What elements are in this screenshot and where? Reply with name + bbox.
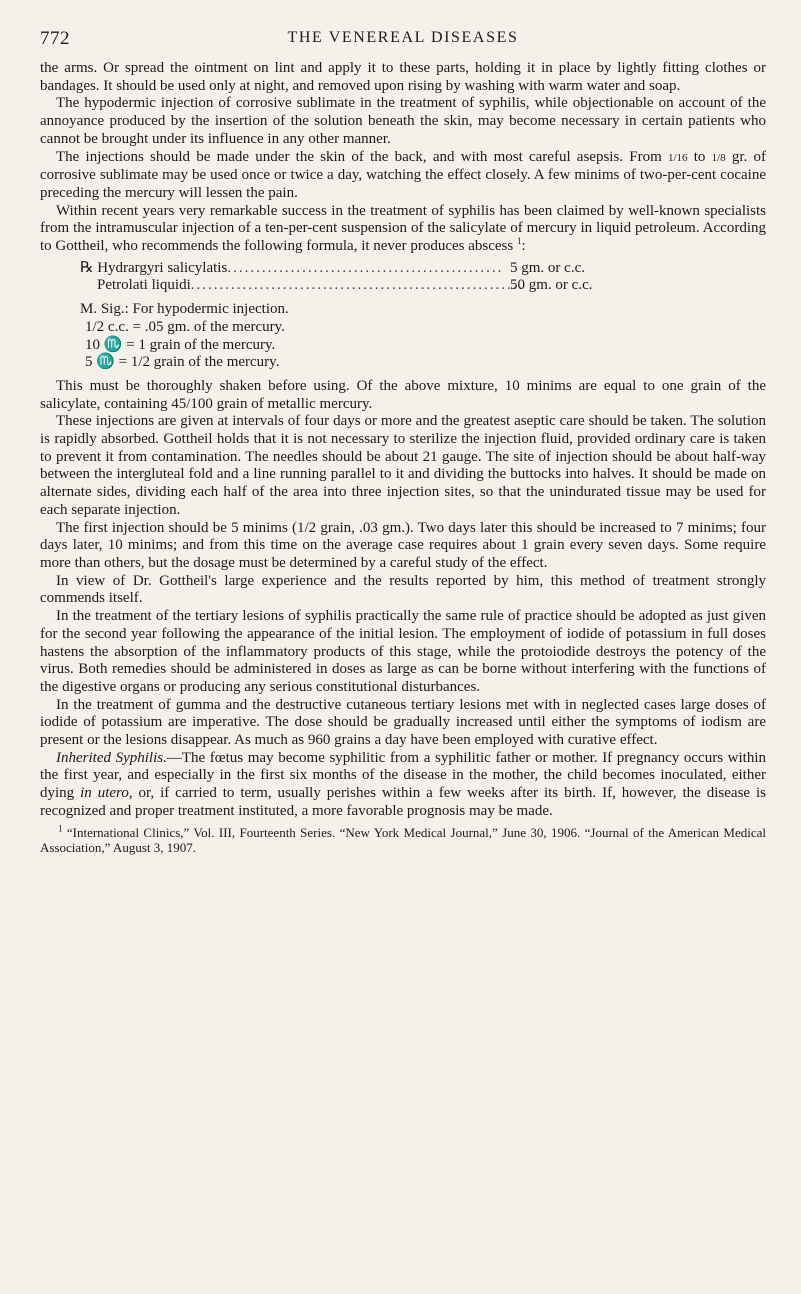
paragraph: The first injection should be 5 minims (1/2 grain, .03 gm.). Two days later this should be increased to 7 minims; four days later, 10 minims; and from this time on the average case requires about 1 grain every seven days. Some require more than others, but the dosage must be determined by a careful study of the effect. xyxy=(40,519,766,571)
footnote: $^1$ “International Clinics,” Vol. III, Fourteenth Series. “New York Medical Journal,” June 30, 1906. “Journal of the American Medical Association,” August 3, 1907. xyxy=(40,823,766,856)
page-number: 772 xyxy=(40,28,70,49)
paragraph: These injections are given at intervals of four days or more and the greatest aseptic care should be taken. The solution is rapidly absorbed. Gottheil holds that it is not necessary to sterilize the injection fluid, provided ordinary care is taken to prevent it from contamination. The needles should be about 21 gauge. The site of injection should be about half-way between the intergluteal fold and a line running parallel to it and dividing the buttocks into halves. It should be made on alternate sides, dividing each half of the area into three injection sites, so that the unindurated tissue may be used for each separate injection. xyxy=(40,413,766,518)
paragraph: The injections should be made under the skin of the back, and with most careful asepsis. From 1/16 to 1/8 gr. of corrosive sublimate may be used once or twice a day, watching the effect closely. A few minims of two-per-cent cocaine preceding the mercury will lessen the pain. xyxy=(40,148,766,201)
fraction: 1/16 xyxy=(667,151,688,164)
dose-line: 1/2 c.c. = .05 gm. of the mercury. xyxy=(85,318,285,335)
dose-line: 10 ♏ = 1 grain of the mercury. xyxy=(85,336,276,353)
paragraph: In the treatment of the tertiary lesions of syphilis practically the same rule of practice should be adopted as just given for the second year following the appearance of the initial lesion. The employment of iodide of potassium in full doses hastens the absorption of the inflammatory products of this stage, while the protoiodide destroys the potency of the virus. Both remedies should be administered in doses as large as can be borne without interfering with the functions of the digestive organs or producing any serious constitutional disturbances. xyxy=(40,608,766,695)
footnote-ref: 1 xyxy=(516,236,522,247)
prescription-item: ℞ Hydrargyri salicylatis ..... 5 gm. or c.c. xyxy=(80,260,640,278)
section-heading: Inherited Syphilis. xyxy=(56,749,167,766)
body-text xyxy=(40,60,766,256)
running-head: THE VENEREAL DISEASES xyxy=(287,29,519,46)
paragraph: In the treatment of gumma and the destructive cutaneous tertiary lesions met with in neglected cases large doses of iodide of potassium are imperative. The dose should be gradually increased until either the symptoms of iodism are present or the lesions disappear. As much as 960 grains a day have been employed with curative effect. xyxy=(40,696,766,749)
paragraph: This must be thoroughly shaken before using. Of the above mixture, 10 minims are equal to one grain of the salicylate, containing 45/100 grain of metallic mercury. xyxy=(40,377,766,412)
prescription-item: Petrolati liquidi ..... 50 gm. or c.c. xyxy=(80,277,640,295)
body-text-continued xyxy=(40,378,766,821)
fraction: 1/8 xyxy=(711,151,726,164)
paragraph-inherited-syphilis: Inherited Syphilis.—The fœtus may become syphilitic from a syphilitic father or mother. If pregnancy occurs within the first year, and especially in the first six months of the disease in the mother, the child becomes inoculated, either dying in utero, or, if carried to term, usually perishes within a few weeks after its birth. If, however, the disease is recognized and proper treatment instituted, a more favorable prognosis may be made. xyxy=(40,749,766,819)
paragraph: Within recent years very remarkable success in the treatment of syphilis has been claimed by well-known specialists from the intramuscular injection of a ten-per-cent suspension of the salicylate of mercury in liquid petroleum. According to Gottheil, who recommends the following formula, it never produces abscess $^1$: xyxy=(40,202,766,255)
page xyxy=(40,24,766,856)
signature-directions: M. Sig.: For hypodermic injection. 1/2 c.c. = .05 gm. of the mercury. 10 ♏ = 1 grain of the mercury. 5 ♏ = 1/2 grain of the mercury. xyxy=(80,301,766,372)
paragraph: The hypodermic injection of corrosive sublimate in the treatment of syphilis, while objectionable on account of the annoyance produced by the insertion of the solution beneath the skin, may become necessary in certain patients who cannot be brought under its influence in any other manner. xyxy=(40,95,766,147)
page-header xyxy=(40,24,766,60)
paragraph: the arms. Or spread the ointment on lint and apply it to these parts, holding it in place by lightly fitting clothes or bandages. It should be used only at night, and removed upon rising by washing with warm water and soap. xyxy=(40,60,766,94)
prescription xyxy=(80,260,640,295)
dose-line: 5 ♏ = 1/2 grain of the mercury. xyxy=(85,354,280,371)
paragraph: In view of Dr. Gottheil's large experience and the results reported by him, this method of treatment strongly commends itself. xyxy=(40,572,766,607)
